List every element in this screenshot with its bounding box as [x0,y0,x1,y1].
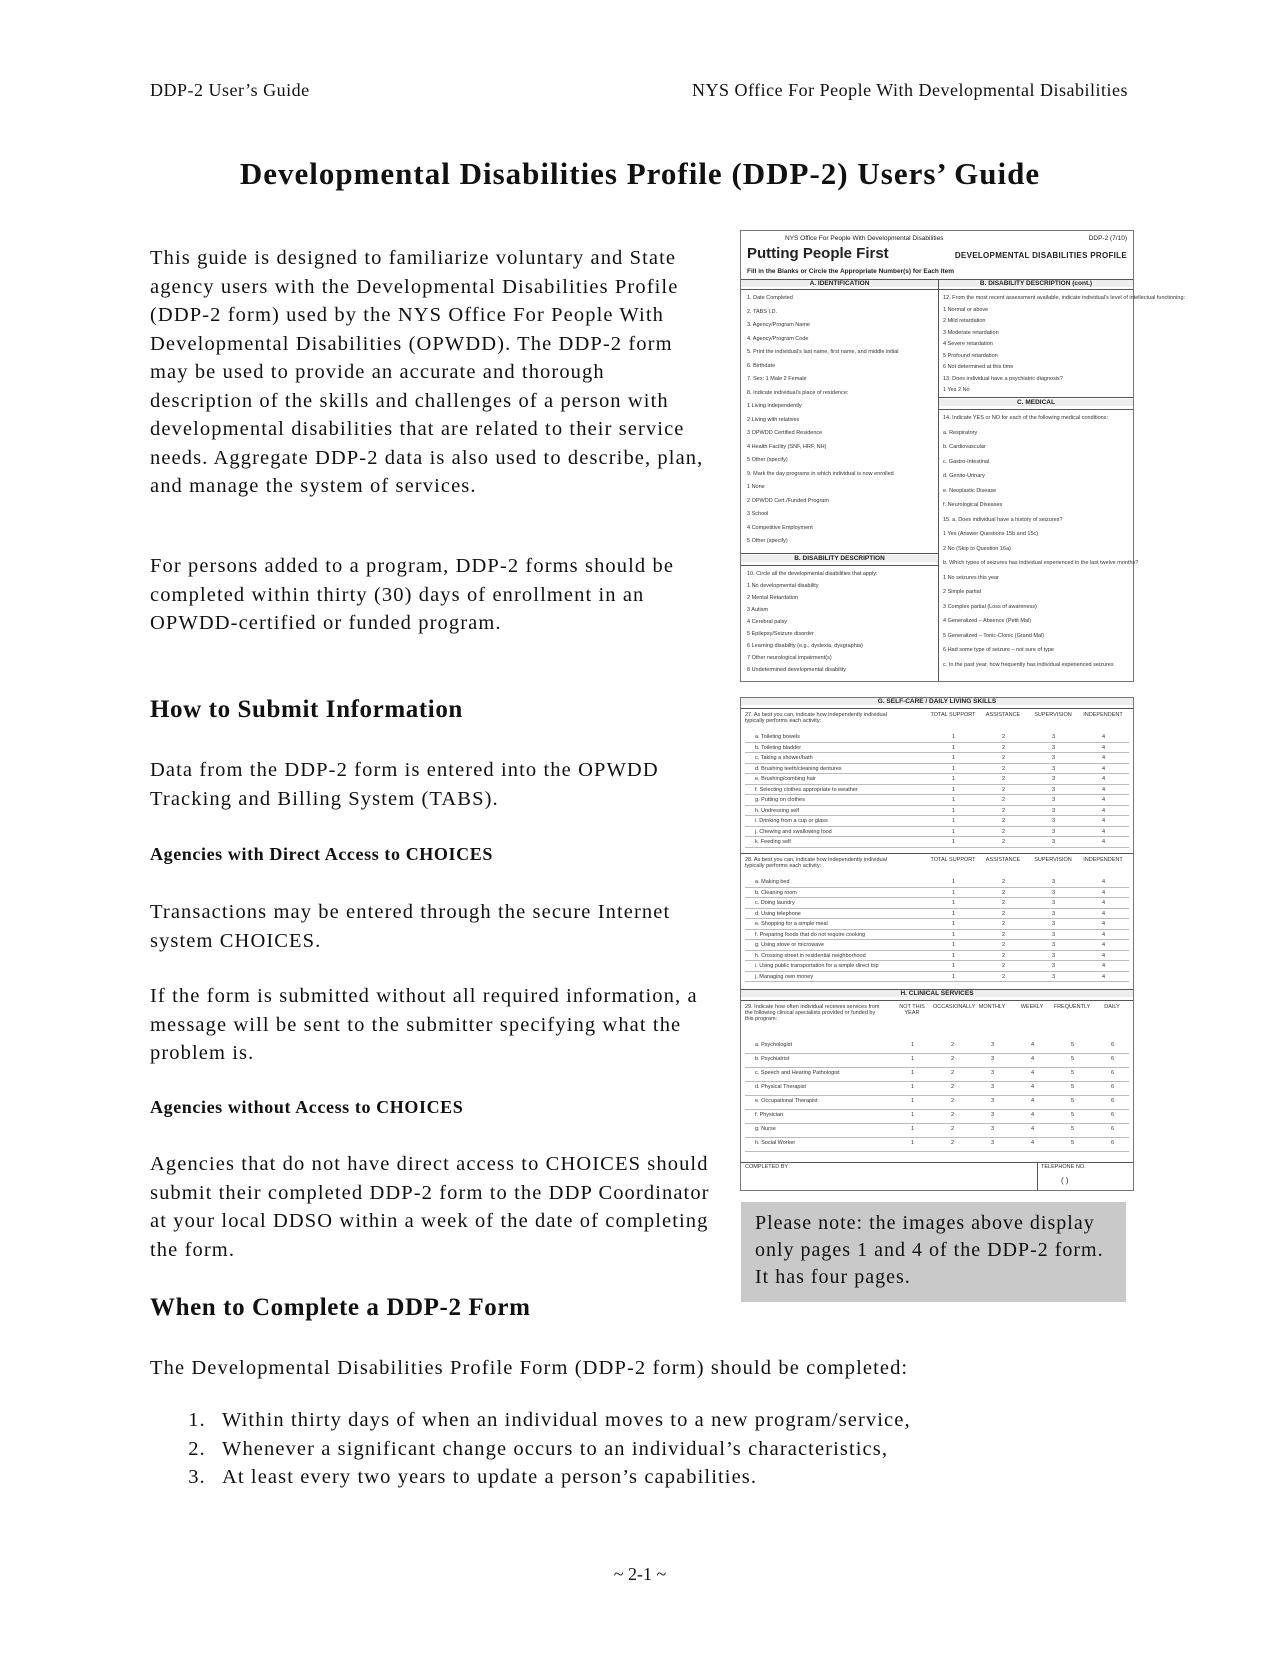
form-line: 7 Other neurological impairment(s) [747,655,832,661]
form-choice-number: 1 [952,776,956,782]
form-choice-number: 1 [952,942,956,948]
form-row-label: a. Psychologist [755,1042,792,1048]
form-choice-number: 4 [1102,889,1106,896]
form-choice-number: 3 [991,1042,995,1048]
form-choice-number: 2 [1002,889,1006,896]
form-section-g: G. SELF-CARE / DAILY LIVING SKILLS [741,698,1133,705]
form-choice-number: 3 [1052,797,1056,803]
form-choice-number: 1 [952,879,956,885]
form-choice-number: 4 [1102,807,1106,814]
form-line: 1 Yes 2 No [943,387,970,393]
form-choice-number: 3 [1052,942,1056,948]
form-line: 4 Cerebral palsy [747,619,788,625]
form-choice-number: 2 [1002,755,1006,761]
form-section-c: C. MEDICAL [939,399,1133,406]
form-number: DDP-2 (7/10) [1088,235,1127,242]
submit-paragraph: Data from the DDP-2 form is entered into the OPWDD Tracking and Billing System (TABS). [150,759,659,810]
form-row-label: d. Physical Therapist [755,1084,806,1090]
form-choice-number: 1 [952,839,956,845]
form-agency: NYS Office For People With Developmental Disabilities [785,235,944,242]
form-choice-number: 4 [1031,1042,1035,1048]
form-line: 2 OPWDD Cert./Funded Program [747,497,829,504]
form-choice-number: 1 [952,910,956,917]
form-line: 2 Simple partial [943,589,981,595]
form-line: 14. Indicate YES or NO for each of the following medical conditions: [943,415,1108,421]
form-row-rule [745,1067,1129,1068]
form-choice-number: 3 [1052,921,1056,927]
form-row-rule [745,752,1129,753]
when-paragraph: The Developmental Disabilities Profile Form (DDP-2 form) should be completed: [150,1357,909,1379]
form-row-rule [745,1151,1129,1152]
form-choice-number: 4 [1031,1056,1035,1062]
page-title: Developmental Disabilities Profile (DDP-2) Users’ Guide [239,156,1041,191]
form-choice-number: 2 [1002,797,1006,803]
form-row-rule [745,763,1129,764]
form-choice-number: 3 [1052,973,1056,980]
form-choice-number: 4 [1102,755,1106,761]
form-row-rule [745,1095,1129,1096]
form-choice-number: 1 [952,734,956,740]
form-row-label: e. Brushing/combing hair [755,776,816,782]
form-choice-number: 1 [952,765,956,772]
form-column-header: ASSISTANCE [985,857,1021,863]
form-line: 3 School [747,511,769,517]
form-line: 1 Living independently [747,403,802,409]
form-line: b. Which types of seizures has individual experienced in the last twelve months? [943,560,1139,566]
form-row-rule [745,742,1129,743]
form-choice-number: 2 [1002,734,1006,740]
form-choice-number: 3 [991,1126,995,1132]
form-line: 5 Other (specify) [747,538,788,544]
form-row-label: g. Nurse [755,1126,776,1132]
form-choice-number: 5 [1071,1070,1075,1076]
form-choice-number: 3 [1052,765,1056,772]
form-line: 5 Other (specify) [747,457,788,463]
form-choice-number: 2 [951,1126,955,1132]
form-column-header: TOTAL SUPPORT [930,857,976,863]
form-line: 4 Generalized – Absence (Petit Mal) [943,618,1032,624]
form-column-header: MONTHLY [978,1004,1006,1010]
form-column-header: DAILY [1104,1004,1120,1010]
form-line: 8. Indicate individual’s place of residence: [747,389,849,396]
form-choice-number: 1 [952,818,956,824]
form-choice-number: 5 [1071,1084,1075,1090]
form-row-label: e. Shopping for a simple meal [755,921,828,927]
form-row-rule [745,897,1129,898]
form-choice-number: 3 [1052,755,1056,761]
form-section-b: B. DISABILITY DESCRIPTION [741,555,938,562]
form-choice-number: 4 [1102,900,1106,906]
form-line: f. Neurological Diseases [943,502,1003,508]
form-row-label: f. Physician [755,1112,784,1118]
form-choice-number: 2 [951,1084,955,1090]
form-line: 2 Living with relatives [747,416,800,423]
form-row-label: f. Selecting clothes appropriate to weather [755,786,858,793]
form-choice-number: 5 [1071,1140,1075,1146]
form-choice-number: 2 [1002,807,1006,814]
form-row-rule [745,1137,1129,1138]
form-choice-number: 3 [1052,963,1056,969]
form-choice-number: 1 [952,755,956,761]
form-line: 2. TABS I.D. [747,308,778,315]
form-choice-number: 3 [1052,931,1056,938]
form-row-rule [745,784,1129,785]
form-choice-number: 4 [1031,1140,1035,1146]
form-line: 1 No developmental disability [747,583,819,589]
form-column-header: SUPERVISION [1034,712,1072,718]
form-choice-number: 2 [1002,973,1006,980]
form-choice-number: 3 [1052,807,1056,814]
form-instruction: Fill in the Blanks or Circle the Appropriate Number(s) for Each Item [747,268,955,275]
form-column-header: NOT THIS YEAR [899,1004,925,1016]
form-choice-number: 2 [1002,963,1006,969]
form-telephone: TELEPHONE NO. [1041,1164,1086,1170]
form-choice-number: 3 [1052,879,1056,885]
form-choice-number: 3 [1052,900,1056,906]
form-line: 4 Competitive Employment [747,524,813,531]
form-choice-number: 2 [1002,786,1006,793]
form-choice-number: 2 [1002,952,1006,959]
form-choice-number: 2 [951,1098,955,1104]
form-line: 10. Circle all the developmental disabilities that apply: [747,571,878,577]
form-row-rule [745,939,1129,940]
form-row-rule [745,1053,1129,1054]
form-choice-number: 1 [911,1042,915,1048]
form-phone-blank: ( ) [1061,1176,1069,1185]
section-heading-when: When to Complete a DDP-2 Form [150,1294,531,1321]
form-choice-number: 3 [991,1112,995,1118]
form-row-label: h. Social Worker [755,1140,796,1146]
form-choice-number: 4 [1031,1126,1035,1132]
form-line: d. Genito-Urinary [943,473,985,479]
section-heading-submit: How to Submit Information [150,696,463,723]
form-line: 15. a. Does individual have a history of seizures? [943,516,1063,523]
form-row-label: b. Psychiatrist [755,1056,790,1062]
form-row-label: b. Cleaning room [755,889,797,896]
direct-access-paragraph-1: Transactions may be entered through the secure Internet system CHOICES. [150,901,671,952]
form-choice-number: 1 [952,931,956,938]
form-choice-number: 3 [991,1056,995,1062]
form-choice-number: 2 [1002,818,1006,824]
form-row-rule [745,971,1129,972]
form-choice-number: 6 [1111,1084,1115,1090]
form-choice-number: 4 [1102,942,1106,948]
form-choice-number: 2 [1002,942,1006,948]
form-choice-number: 4 [1031,1070,1035,1076]
form-row-label: h. Undressing self [755,807,800,814]
form-line: 4 Health Facility (SNF, HRF, NH) [747,443,827,450]
no-access-paragraph: Agencies that do not have direct access to CHOICES should submit their completed DDP-2 form to the DDP Coordinator at your local DDSO within a week of the date of completing the form. [150,1153,710,1261]
form-choice-number: 4 [1031,1084,1035,1090]
form-choice-number: 2 [1002,900,1006,906]
intro-paragraph-1: This guide is designed to familiarize voluntary and State agency users with the Developmental Disabilities Profile (DDP-2 form) used by the NYS Office For People With Developmental Disabilities (OPWDD). The DDP-2 form may be used to provide an accurate and thorough description of the skills and challenges of a person with developmental disabilities that are related to their service needs. Aggregate DDP-2 data is also used to describe, plan, and manage the system of services. [150,247,704,497]
form-row-rule [745,981,1129,982]
form-row-label: g. Putting on clothes [755,797,805,803]
form-line: 2 Mild retardation [943,318,986,324]
form-choice-number: 1 [952,963,956,969]
form-choice-number: 4 [1102,776,1106,782]
form-choice-number: 6 [1111,1112,1115,1118]
form-choice-number: 2 [1002,744,1006,751]
form-choice-number: 4 [1102,921,1106,927]
subsection-heading-no-access: Agencies without Access to CHOICES [150,1097,464,1117]
form-choice-number: 2 [1002,921,1006,927]
form-choice-number: 3 [991,1084,995,1090]
form-title: DEVELOPMENTAL DISABILITIES PROFILE [954,251,1127,260]
subsection-heading-direct-access: Agencies with Direct Access to CHOICES [150,844,493,864]
form-line: a. Respiratory [943,429,978,436]
form-section-a: A. IDENTIFICATION [741,280,938,287]
form-choice-number: 2 [1002,765,1006,772]
form-line: 3 OPWDD Certified Residence [747,430,823,436]
form-choice-number: 2 [951,1112,955,1118]
form-row-rule [745,1109,1129,1110]
form-row-rule [745,805,1129,806]
form-row-label: e. Occupational Therapist [755,1098,818,1104]
form-choice-number: 2 [1002,931,1006,938]
form-line: 5 Profound retardation [943,352,998,359]
form-choice-number: 1 [952,744,956,751]
form-q27: 27. As best you can, indicate how independently individual typically performs each activity: [745,712,887,724]
form-row-label: c. Taking a shower/bath [755,755,813,761]
form-choice-number: 4 [1102,931,1106,938]
form-row-label: j. Chewing and swallowing food [755,828,832,835]
form-row-rule [745,960,1129,961]
form-row-rule [745,1081,1129,1082]
form-line: b. Cardiovascular [943,444,986,450]
form-choice-number: 1 [952,921,956,927]
form-row-rule [745,815,1129,816]
form-column-header: ASSISTANCE [985,712,1021,718]
form-choice-number: 3 [991,1140,995,1146]
form-row-label: b. Toileting bladder [755,744,802,751]
form-line: 7. Sex: 1 Male 2 Female [747,376,807,382]
form-row-rule [745,918,1129,919]
form-line: 6 Had some type of seizure – not sure of type [943,647,1054,653]
form-line: 3 Complex partial (Loss of awareness) [943,603,1037,610]
form-line: 6. Birthdate [747,362,776,369]
form-q29: 29. Indicate how often individual receives services from the following clinical specialists provided or funded by this program: [745,1004,880,1022]
form-line: 13. Does individual have a psychiatric diagnosis? [943,375,1063,382]
form-choice-number: 3 [1052,786,1056,793]
form-choice-number: 1 [911,1112,915,1118]
form-line: c. Gastro-Intestinal [943,458,990,465]
form-choice-number: 3 [1052,952,1056,959]
form-choice-number: 3 [1052,776,1056,782]
form-column-header: SUPERVISION [1034,857,1072,863]
form-choice-number: 4 [1102,910,1106,917]
form-choice-number: 3 [991,1098,995,1104]
form-row-label: a. Toileting bowels [755,734,800,740]
form-row-rule [745,887,1129,888]
form-choice-number: 5 [1071,1126,1075,1132]
form-choice-number: 6 [1111,1056,1115,1062]
form-row-rule [745,929,1129,930]
form-line: 9. Mark the day programs in which individual is now enrolled [747,470,894,477]
form-line: 3 Moderate retardation [943,329,999,336]
form-row-label: i. Drinking from a cup or glass [755,818,828,824]
form-choice-number: 3 [1052,889,1056,896]
form-section-h: H. CLINICAL SERVICES [741,990,1133,997]
form-line: 1 No seizures this year [943,574,999,581]
form-choice-number: 4 [1102,839,1106,845]
form-row-rule [745,847,1129,848]
form-choice-number: 3 [1052,828,1056,835]
form-row-rule [745,794,1129,795]
form-choice-number: 4 [1102,734,1106,740]
form-choice-number: 4 [1102,879,1106,885]
form-column-header: WEEKLY [1020,1004,1044,1010]
form-row-label: h. Crossing street in residential neighborhood [755,952,866,959]
form-choice-number: 2 [1002,839,1006,845]
form-row-label: c. Doing laundry [755,900,795,906]
form-choice-number: 3 [1052,839,1056,845]
form-line: c. In the past year, how frequently has individual experienced seizures [943,661,1114,668]
form-row-label: k. Feeding self [755,839,791,845]
form-choice-number: 1 [911,1098,915,1104]
form-choice-number: 6 [1111,1098,1115,1104]
form-choice-number: 5 [1071,1042,1075,1048]
page-number: ~ 2-1 ~ [613,1564,667,1584]
form-row-label: a. Making bed [755,879,790,885]
form-choice-number: 2 [951,1042,955,1048]
form-line: 4. Agency/Program Code [747,335,809,342]
form-line: e. Neoplastic Disease [943,487,997,494]
form-choice-number: 2 [951,1140,955,1146]
form-choice-number: 3 [1052,910,1056,917]
form-choice-number: 4 [1102,963,1106,969]
form-line: 5 Epilepsy/Seizure disorder [747,631,814,637]
form-choice-number: 2 [951,1070,955,1076]
form-column-header: TOTAL SUPPORT [930,712,976,718]
form-line: 8 Undetermined developmental disability [747,667,847,673]
header-right: NYS Office For People With Developmental Disabilities [691,80,1128,100]
form-row-label: d. Brushing teeth/cleaning dentures [755,765,842,772]
form-choice-number: 1 [952,828,956,835]
form-choice-number: 1 [911,1084,915,1090]
form-choice-number: 3 [991,1070,995,1076]
form-line: 1 Yes (Answer Questions 15b and 15c) [943,531,1039,537]
form-line: 6 Not determined at this time [943,364,1014,370]
form-column-header: INDEPENDENT [1083,712,1123,718]
form-line: 4 Severe retardation [943,341,993,347]
form-choice-number: 4 [1102,828,1106,835]
form-q28: 28. As best you can, indicate how independently individual typically performs each activity: [745,857,887,869]
header-left: DDP-2 User’s Guide [150,80,310,100]
form-choice-number: 1 [952,900,956,906]
form-section-b-cont: B. DISABILITY DESCRIPTION (cont.) [939,280,1133,287]
form-choice-number: 3 [1052,818,1056,824]
form-choice-number: 1 [911,1140,915,1146]
form-choice-number: 4 [1031,1098,1035,1104]
form-column-header: OCCASIONALLY [933,1004,976,1010]
list-item: 1. Within thirty days of when an individual moves to a new program/service, [212,1406,911,1435]
form-row-rule [745,826,1129,827]
form-completed-by: COMPLETED BY [745,1164,789,1170]
list-item: 3. At least every two years to update a person’s capabilities. [212,1463,911,1492]
form-choice-number: 1 [952,889,956,896]
form-choice-number: 5 [1071,1056,1075,1062]
form-choice-number: 1 [911,1056,915,1062]
form-choice-number: 2 [951,1056,955,1062]
form-choice-number: 6 [1111,1070,1115,1076]
form-choice-number: 1 [952,807,956,814]
form-choice-number: 4 [1102,818,1106,824]
form-choice-number: 2 [1002,879,1006,885]
form-row-label: f. Preparing foods that do not require cooking [755,931,866,938]
form-choice-number: 1 [952,786,956,793]
form-choice-number: 5 [1071,1098,1075,1104]
form-row-rule [745,773,1129,774]
form-logo: Putting People First [747,245,889,262]
form-choice-number: 6 [1111,1042,1115,1048]
form-choice-number: 4 [1031,1112,1035,1118]
ddp2-form-page-4-image [740,697,1134,1191]
form-line: 12. From the most recent assessment available, indicate individual’s level of intellectual functioning: [943,295,1186,301]
form-row-label: i. Using public transportation for a simple direct trip [755,963,879,969]
form-line: 5. Print the individual’s last name, first name, and middle initial [747,349,899,355]
list-item: 2. Whenever a significant change occurs to an individual’s characteristics, [212,1435,911,1464]
form-choice-number: 1 [911,1126,915,1132]
image-note: Please note: the images above display only pages 1 and 4 of the DDP-2 form. It has four pages. [741,1202,1126,1302]
form-row-rule [745,836,1129,837]
form-choice-number: 4 [1102,765,1106,772]
form-choice-number: 1 [952,797,956,803]
form-line: 2 Mental Retardation [747,595,799,601]
form-row-rule [745,1123,1129,1124]
form-row-rule [745,950,1129,951]
form-choice-number: 1 [952,973,956,980]
form-line: 5 Generalized – Tonic-Clonic (Grand Mal) [943,632,1045,639]
form-choice-number: 6 [1111,1126,1115,1132]
form-choice-number: 4 [1102,952,1106,959]
form-choice-number: 2 [1002,776,1006,782]
form-choice-number: 5 [1071,1112,1075,1118]
form-choice-number: 6 [1111,1140,1115,1146]
form-line: 1. Date Completed [747,295,793,301]
form-line: 3. Agency/Program Name [747,322,810,328]
form-row-label: g. Using stove or microwave [755,942,825,948]
form-line: 2 No (Skip to Question 16a) [943,545,1011,552]
direct-access-paragraph-2: If the form is submitted without all required information, a message will be sent to the submitter specifying what the problem is. [150,985,698,1064]
form-line: 1 Normal or above [943,306,989,313]
when-list [150,1406,911,1492]
form-row-label: j. Managing own money [755,973,814,980]
ddp2-form-page-1-image [740,230,1186,682]
form-choice-number: 3 [1052,744,1056,751]
form-choice-number: 1 [911,1070,915,1076]
form-line: 3 Autism [747,607,769,613]
form-column-header: INDEPENDENT [1083,857,1123,863]
form-choice-number: 4 [1102,973,1106,980]
form-row-rule [745,908,1129,909]
form-line: 6 Learning disability (e.g., dyslexia, dysgraphia) [747,643,863,649]
form-row-label: d. Using telephone [755,910,801,917]
form-choice-number: 1 [952,952,956,959]
form-row-label: c. Speech and Hearing Pathologist [755,1070,840,1076]
form-choice-number: 3 [1052,734,1056,740]
form-choice-number: 4 [1102,797,1106,803]
intro-paragraph-2: For persons added to a program, DDP-2 forms should be completed within thirty (30) days of enrollment in an OPWDD-certified or funded program. [150,555,675,634]
form-choice-number: 2 [1002,910,1006,917]
form-column-header: FREQUENTLY [1053,1004,1091,1010]
form-line: 1 None [747,484,765,490]
form-choice-number: 2 [1002,828,1006,835]
form-choice-number: 4 [1102,744,1106,751]
form-choice-number: 4 [1102,786,1106,793]
